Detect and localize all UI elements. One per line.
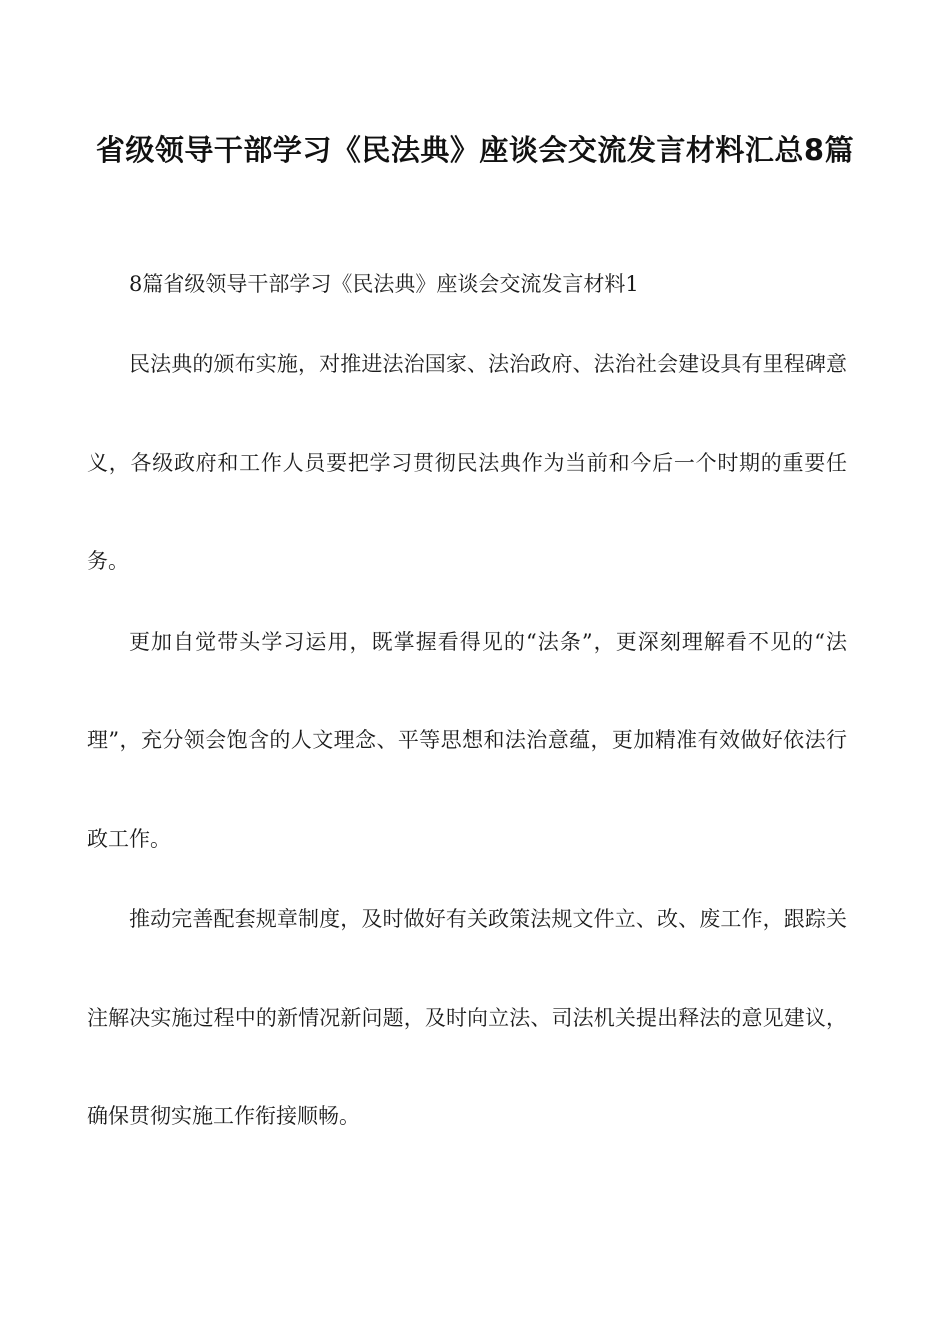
paragraph-1: 民法典的颁布实施，对推进法治国家、法治政府、法治社会建设具有里程碑意义，各级政府和工作人员要把学习贯彻民法典作为当前和今后一个时期的重要任务。 [87, 352, 847, 573]
document-title: 省级领导干部学习《民法典》座谈会交流发言材料汇总8篇 [95, 133, 855, 167]
paragraph-3: 推动完善配套规章制度，及时做好有关政策法规文件立、改、废工作，跟踪关注解决实施过程中的新情况新问题，及时向立法、司法机关提出释法的意见建议，确保贯彻实施工作衔接顺畅。 [87, 907, 847, 1128]
paragraph-2: 更加自觉带头学习运用，既掌握看得见的“法条”，更深刻理解看不见的“法理”，充分领会饱含的人文理念、平等思想和法治意蕴，更加精准有效做好依法行政工作。 [87, 629, 847, 851]
document-body [87, 255, 847, 1166]
section-heading: 8篇省级领导干部学习《民法典》座谈会交流发言材料1 [129, 272, 639, 296]
